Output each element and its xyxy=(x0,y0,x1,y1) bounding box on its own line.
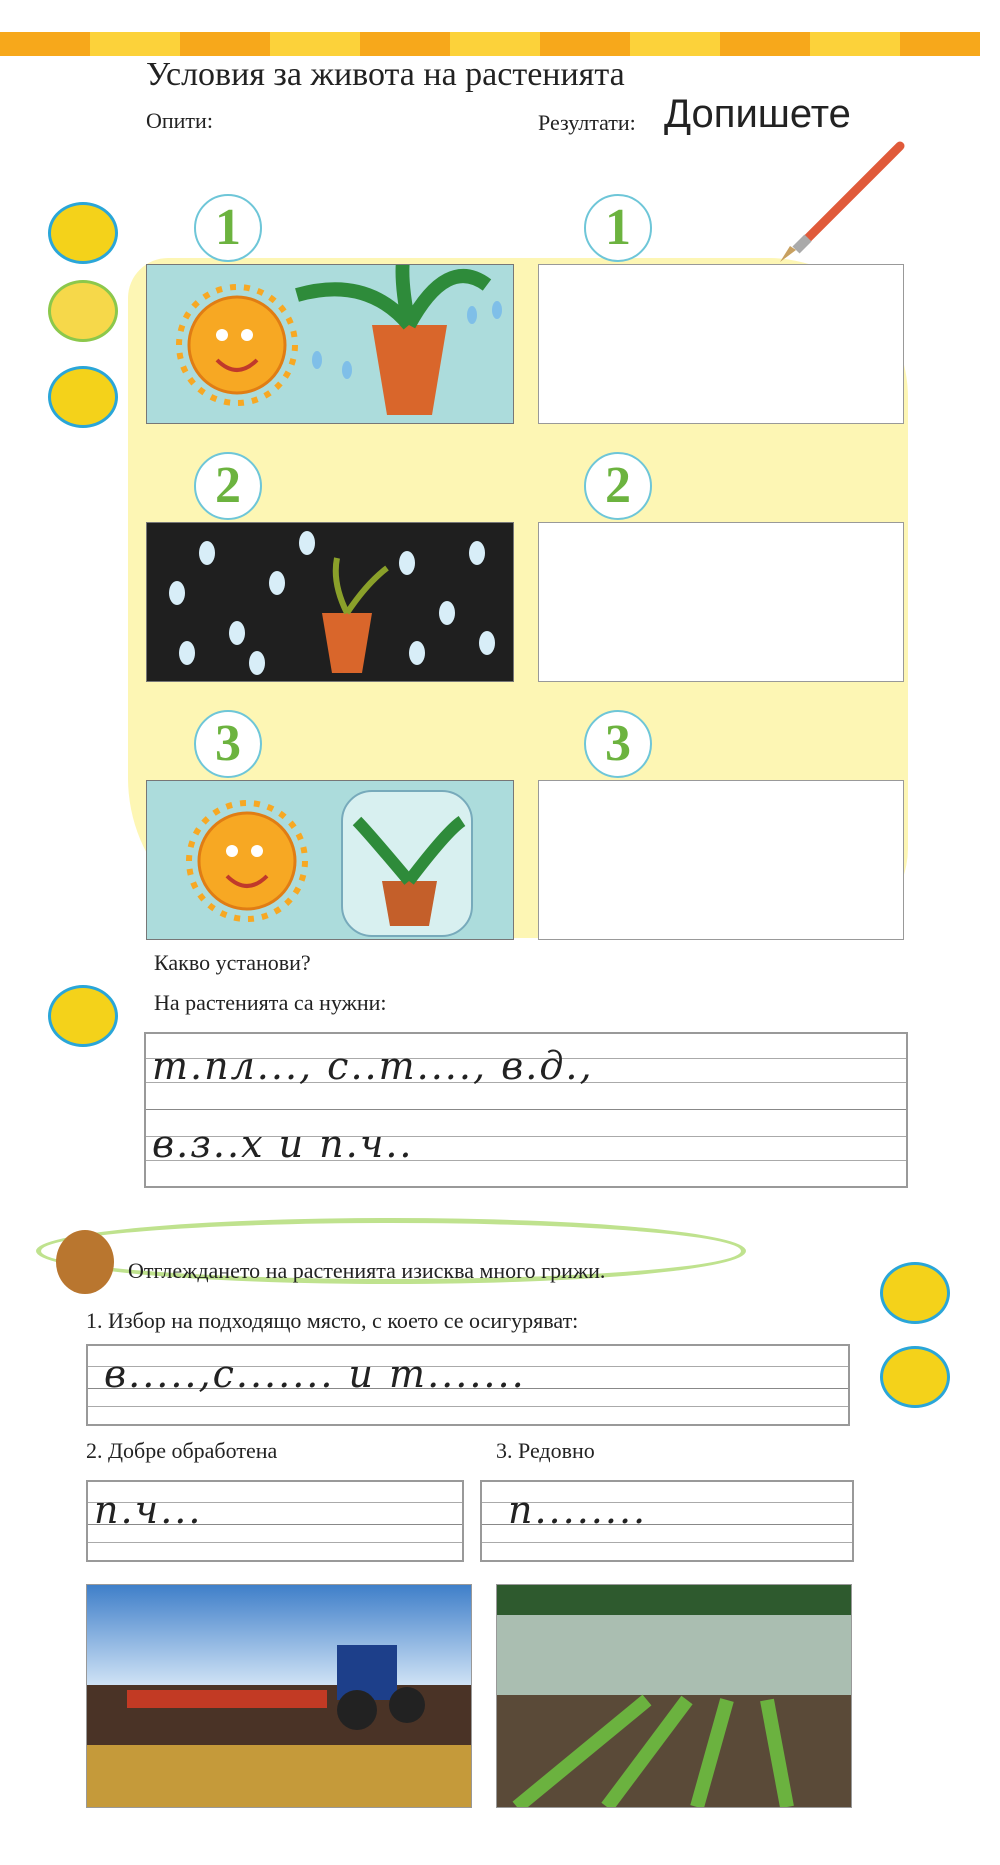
tractor-field-photo xyxy=(86,1584,472,1808)
girl-character-icon xyxy=(48,280,118,342)
painter-character-icon xyxy=(48,366,118,428)
girl-avatar xyxy=(56,1230,114,1294)
result-number-1: 1 xyxy=(584,194,652,262)
experiment-2-image xyxy=(146,522,514,682)
sun-icon xyxy=(179,287,295,403)
experiment-3-image xyxy=(146,780,514,940)
fill-in-label: Допишете xyxy=(664,92,851,136)
top-decorative-bar xyxy=(0,32,980,56)
potted-plant-icon xyxy=(297,265,487,415)
experiment-number-2: 2 xyxy=(194,452,262,520)
writing-box-soil[interactable] xyxy=(86,1480,464,1562)
writing-box-needs[interactable] xyxy=(144,1032,908,1188)
glass-jar-plant-icon xyxy=(342,791,472,936)
magnifier-character-icon xyxy=(48,202,118,264)
page-title: Условия за живота на растенията xyxy=(146,56,625,93)
handwritten-line-2: в.з..х и п.ч.. xyxy=(152,1122,414,1166)
paintbrush-icon xyxy=(770,138,910,268)
care-bubble-text: Отглеждането на растенията изисква много грижи. xyxy=(128,1258,606,1283)
handwritten-water: п........ xyxy=(508,1488,648,1532)
sun-icon xyxy=(189,803,305,919)
handwritten-place: в.....,с....... и т....... xyxy=(104,1352,526,1396)
magnifier-character-icon xyxy=(880,1262,950,1324)
result-number-2: 2 xyxy=(584,452,652,520)
care-item-1: 1. Избор на подходящо място, с което се осигуряват: xyxy=(86,1308,579,1333)
question-what-found: Какво установи? xyxy=(154,950,311,975)
experiment-number-3: 3 xyxy=(194,710,262,778)
result-box-3[interactable] xyxy=(538,780,904,940)
result-box-1[interactable] xyxy=(538,264,904,424)
irrigation-field-photo xyxy=(496,1584,852,1808)
writing-box-place[interactable] xyxy=(86,1344,850,1426)
handwritten-soil: п.ч... xyxy=(94,1488,203,1532)
result-box-2[interactable] xyxy=(538,522,904,682)
experiment-1-image xyxy=(146,264,514,424)
care-item-2: 2. Добре обработена xyxy=(86,1438,278,1463)
result-number-3: 3 xyxy=(584,710,652,778)
question-plants-need: На растенията са нужни: xyxy=(154,990,387,1015)
experiment-number-1: 1 xyxy=(194,194,262,262)
care-item-3: 3. Редовно xyxy=(496,1438,595,1463)
handwritten-line-1: т.пл..., с..т...., в.д., xyxy=(152,1044,594,1088)
results-label: Резултати: xyxy=(538,110,636,135)
writing-box-water[interactable] xyxy=(480,1480,854,1562)
potted-plant-icon xyxy=(322,558,387,673)
thinking-character-icon xyxy=(880,1346,950,1408)
thinking-character-icon xyxy=(48,985,118,1047)
experiments-label: Опити: xyxy=(146,108,213,133)
